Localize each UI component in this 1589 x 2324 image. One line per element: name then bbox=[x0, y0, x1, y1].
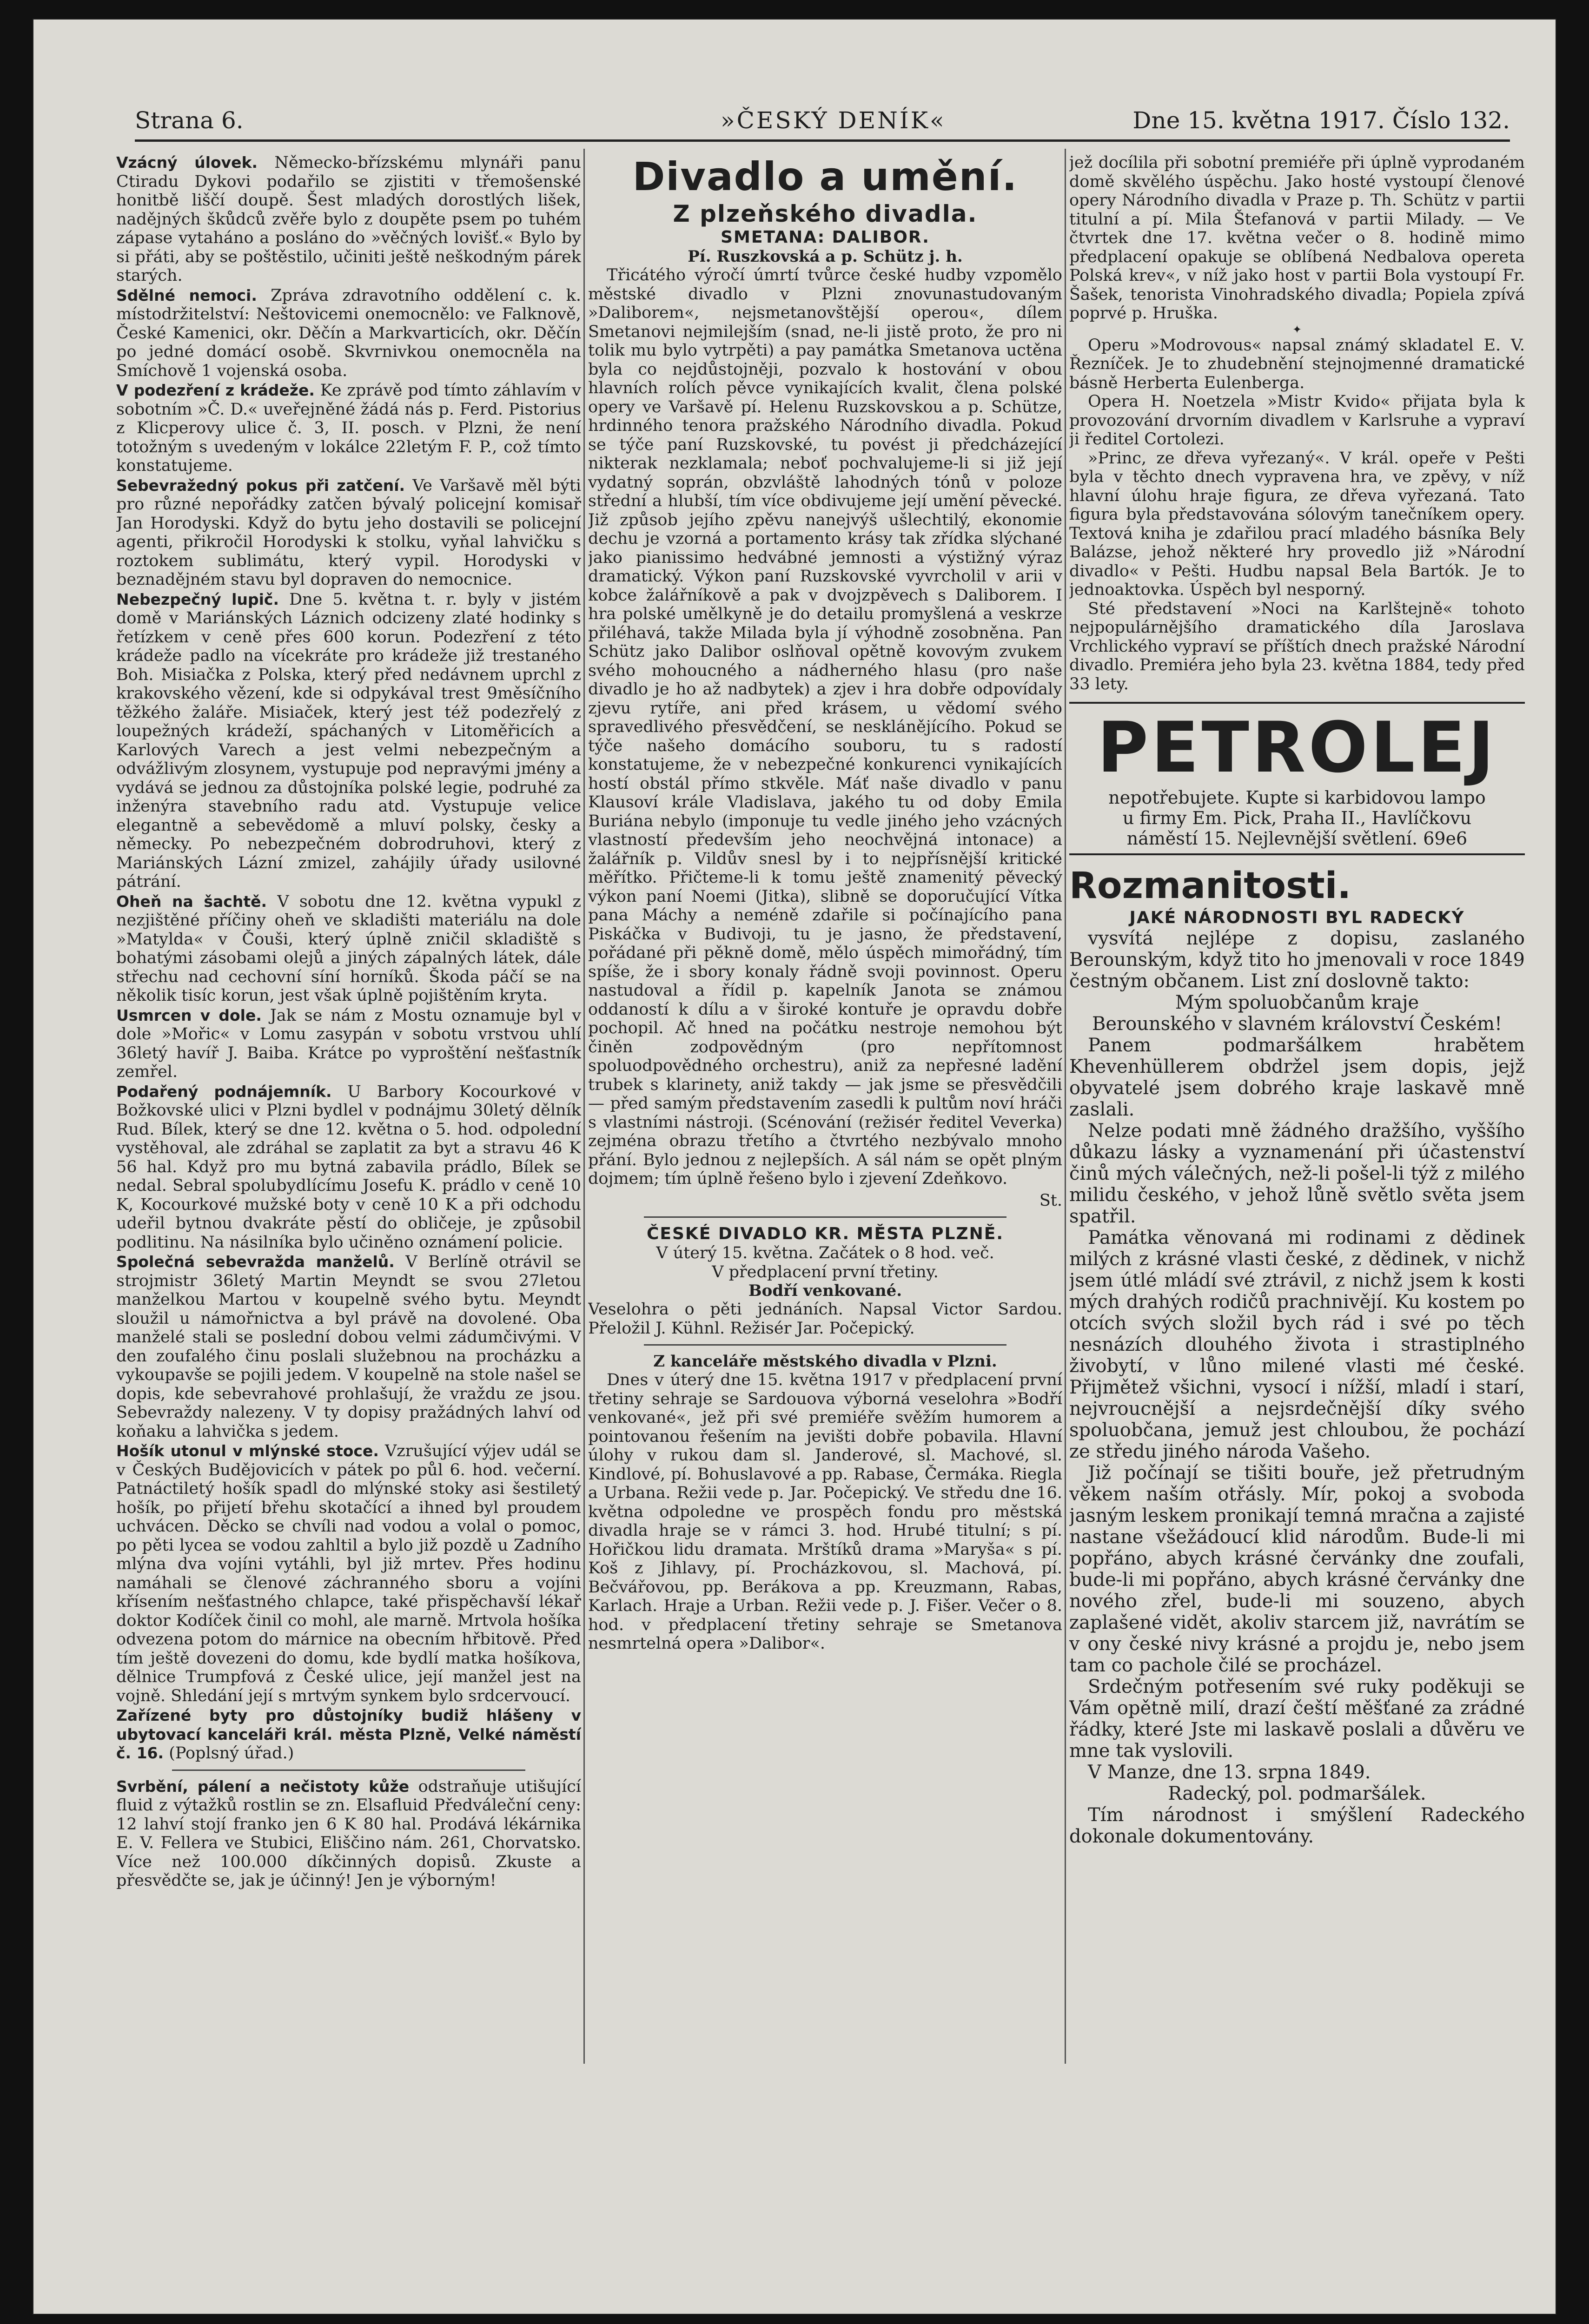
ad-line: u firmy Em. Pick, Praha II., Havlíčkovu bbox=[1122, 808, 1472, 828]
notice-text: (Poplsný úřad.) bbox=[169, 1744, 294, 1763]
office-text: Dnes v úterý dne 15. května 1917 v předplacení první třetiny sehraje se Sardouova výborná veselohra »Bodří venkované«, jež při své premiéře svěžím humorem a pointovanou řešením na jevišti dobře pobavila. Hlavní úlohy v rukou dam sl. Janderové, sl. Machové, sl. Kindlové, pí. Bohuslavové a pp. Rabase, Čermáka. Riegla a Urbana. Režii vede p. Jar. Počepický. Ve středu dne 16. května odpoledne ve prospěch fondu pro městská divadla hraje se v rámci 3. hod. Hrubé titulní; s pí. Hořičkou lidu dramata. Mrštíků drama »Maryša« s pí. Koš z Jihlavy, pí. Procházkovou, sl. Machová, pí. Bečvářovou, pp. Berákova a pp. Kreuzmann, Rabas, Karlach. Hraje a Urban. Režii vede p. J. Fišer. Večer o 8. hod. v předplacení třetiny sehraje se Smetanova nesmrtelná opera »Dalibor«. bbox=[588, 1371, 1062, 1653]
issue-date: Dne 15. května 1917. Číslo 132. bbox=[1132, 107, 1510, 134]
theater-line: V předplacení první třetiny. bbox=[712, 1262, 939, 1281]
theater-line: V úterý 15. května. Začátek o 8 hod. več. bbox=[656, 1244, 994, 1262]
letter-place: V Manze, dne 13. srpna 1849. bbox=[1088, 1762, 1371, 1783]
news-title: Vzácný úlovek. bbox=[116, 153, 258, 172]
separator-line bbox=[172, 1769, 525, 1771]
news-text: Dne 5. května t. r. byly v jistém domě v Mariánských Láznich odcizeny zlaté hodinky s řetízkem v ceně přes 600 korun. Podezření z této krádeže padlo na vícekráte pro krádeže již trestaného Boh. Misiačka z Polska, který před nedávnem uprchl z krakovského vězení, kde si odpykával trest 9měsíčního těžkého žaláře. Misiaček, který jest též podezřelý z loupežných krádeží, spáchaných v Litoměřicích a Karlových Varech a jest velmi nebezpečným a odvážlivým zlosynem, vystupuje pod nepravými jmény a vydává se jednou za důstojníka polské legie, podruhé za inženýra stavebního radu atd. Vystupuje velice elegantně a sebevědomě a mluví polsky, česky a německy. Po nebezpečném dobrodruhovi, který z Mariánských Lázní zmizel, zahájily úřady usilovné pátrání. bbox=[116, 590, 581, 891]
column-divider bbox=[1065, 149, 1066, 2064]
advert-title: Svrbění, pálení a nečistoty kůže bbox=[116, 1777, 410, 1796]
news-title: Podařený podnájemník. bbox=[116, 1082, 332, 1101]
closing-text: Tím národnost i smýšlení Radeckého dokonale dokumentovány. bbox=[1069, 1804, 1525, 1847]
culture-note: Sté představení »Noci na Karlštejně« tohoto nejpopulárnějšího dramatického díla Jaroslava Vrchlického vypraví se příštích dnech pražské Národní divadlo. Premiéra jeho byla 23. května 1884, tedy před 33 lety. bbox=[1069, 599, 1525, 693]
separator-mark: ✦ bbox=[1292, 323, 1302, 336]
news-item bbox=[116, 476, 581, 589]
news-title: Sebevražedný pokus při zatčení. bbox=[116, 476, 405, 495]
newspaper-page bbox=[33, 19, 1556, 2315]
section-subtitle: Z plzeňského divadla. bbox=[673, 200, 978, 227]
letter-paragraph: Srdečným potřesením své ruky poděkuji se Vám opětně milí, drazí čeští měšťané za zrádné řádky, které Jste mi laskavě poslali a důvěru ve mne tak vyslovili. bbox=[1069, 1676, 1525, 1762]
letter-paragraph: Památka věnovaná mi rodinami z dědinek milých z krásné vlasti české, z dědinek, v nichž jsem útlé mládí své ztrávil, z nichž jsem k kosti mých drahých rodičů prachnivějí. Ku kostem po otcích svých složil bych rád i své po těch nesnázích dlouhého života i strastiplného živobytí, v lůno milené vlasti mé české. Přijmětež všichni, vysocí i nížší, mladí i starí, nejvroucnější a nejsrdečnější díky svého spoluobčana, jemuž jest chloubou, že pochází ze středu jiného národa Vašeho. bbox=[1069, 1227, 1525, 1462]
news-text: Zpráva zdravotního oddělení c. k. místodržitelství: Neštovicemi onemocnělo: ve Falknově, České Kamenici, okr. Děčín a Markvarticích, okr. Děčín po jedné domácí osobě. Skvrnivkou onemocněla na Smíchově 1 vojenská osoba. bbox=[116, 286, 581, 380]
news-text: Německo-břízskému mlynáři panu Ctiradu Dykovi podařilo se zjistiti v třemošenské honitbě liščí doupě. Šest mladých dorostlých lišek, nadějných škůdců zvěře bylo z doupěte psem po tuhém zápase vytaháno a posláno do »věčných lovišť.« Bylo by si přáti, aby se poštěstilo, učiniti ještě neškodným párek starých. bbox=[116, 153, 581, 285]
column-divider bbox=[583, 149, 585, 2064]
letter-signature: Radecký, pol. podmaršálek. bbox=[1168, 1783, 1426, 1804]
news-text: V Berlíně otrávil se strojmistr 36letý Martin Meyndt se svou 27letou manželkou Martou v koupelně svého bytu. Meyndt sloužil u námořnictva a byl právě na dovolené. Oba manželé stali se poslední dobou velmi zádumčivými. V den zoufalého činu poslali služebnou na procházku a vykoupavše se pojili jedem. V koupelně na stole našel se dopis, kde sebevrahové prohlašují, že vraždu ze jsou. Sebevraždy nalezeny. V ty dopisy pražádných lahví od koňaku a lahvička s jedem. bbox=[116, 1253, 581, 1441]
newspaper-name: »ČESKÝ DENÍK« bbox=[721, 107, 946, 134]
page-number: Strana 6. bbox=[135, 107, 244, 134]
news-item bbox=[116, 892, 581, 1005]
letter-paragraph: Panem podmaršálkem hrabětem Khevenhüllerem obdržel jsem dopis, jejž obyvatelé jsem dobrého kraje laskavě mně zaslali. bbox=[1069, 1035, 1525, 1120]
ad-line: náměstí 15. Nejlevnější světlení. 69e6 bbox=[1126, 828, 1468, 849]
advert-item bbox=[116, 1777, 581, 1890]
news-item bbox=[116, 286, 581, 381]
news-title: Hošík utonul v mlýnské stoce. bbox=[116, 1442, 379, 1460]
cast-line: Pí. Ruszkovská a p. Schütz j. h. bbox=[688, 247, 963, 266]
theater-play: Bodří venkované. bbox=[748, 1281, 902, 1300]
theater-heading: ČESKÉ DIVADLO KR. MĚSTA PLZNĚ. bbox=[646, 1224, 1004, 1243]
story-intro: vysvítá nejlépe z dopisu, zaslaného Berounským, když tito ho jmenovali v roce 1849 čestným občanem. List zní doslovně takto: bbox=[1069, 928, 1525, 992]
culture-note: Opera H. Noetzela »Mistr Kvido« přijata byla k provozování drvorním divadlem v Karlsruhe a vypraví ji ředitel Cortolezi. bbox=[1069, 392, 1525, 449]
ad-line: nepotřebujete. Kupte si karbidovou lampo bbox=[1108, 787, 1486, 808]
news-item bbox=[116, 381, 581, 475]
news-title: Nebezpečný lupič. bbox=[116, 590, 279, 608]
page-header bbox=[135, 88, 1510, 142]
petrolej-advertisement bbox=[1069, 702, 1525, 855]
news-text: Ve Varšavě měl býti pro různé nepořádky zatčen bývalý policejní komisař Jan Horodyski. Když do bytu jeho dostavili se policejní agenti, přikročil Horodyski k stolku, vyňal lahvičku s roztokem sublimátu, který vypil. Horodyski v beznadějném stavu byl dopraven do nemocnice. bbox=[116, 476, 581, 589]
news-item bbox=[116, 590, 581, 891]
letter-paragraph: Nelze podati mně žádného dražšího, vyššího důkazu lásky a vyznamenání při účastenství činů mých válečných, než-li pošel-li týž z milého milidu českého, v jehož lůně světlo světa jsem spatřil. bbox=[1069, 1120, 1525, 1227]
news-title: Sdělné nemoci. bbox=[116, 286, 257, 304]
news-column bbox=[116, 153, 581, 2068]
advert-text: odstraňuje utišující fluid z výtažků rostlin se zn. Elsafluid Předváleční ceny: 12 lahví stojí franko jen 6 K 80 hal. Prodává lékárnika E. V. Fellera ve Stubici, Eliščino nám. 261, Chorvatsko. Více než 100.000 díkčinných dopisů. Zkuste a přesvědčte se, jak je účinný! Jen je výborným! bbox=[116, 1777, 581, 1890]
culture-column bbox=[1069, 153, 1525, 2082]
news-item bbox=[116, 1083, 581, 1252]
news-text: Vzrušující výjev udál se v Českých Budějovicích v pátek po půl 6. hod. večerní. Patnáctiletý hošík spadl do mlýnské stoky asi šestiletý hošík, po přijetí břehu skotačící a ihned byl proudem uchvácen. Děcko se chvíli nad vodou a volal o pomoc, po pěti lycea se vodou zahltil a bylo již pozdě u Zadního mlýna dva vojíni vytáhli, byl již mrtev. Přes hodinu namáhali se členové záchranného sboru a vojíni křísením nešťastného chlapce, také přispěchavší lékař doktor Kodíček činil co mohl, ale marně. Mrtvola hošíka odvezena potom do márnice na obecním hřbitově. Před tím ještě dovezeni do domu, kde bydlí matka hošíkova, dělnice Trumpfová z České ulice, její manžel jest na vojně. Shledání její s mrtvým synkem bylo srdcervoucí. bbox=[116, 1442, 581, 1705]
news-text: U Barbory Kocourkové v Božkovské ulici v Plzni bydlel v podnájmu 30letý dělník Rud. Bílek, který se dne 12. května o 5. hod. odpolední vystěhoval, ale zdráhal se zaplatit za byt a stravu 46 K 56 hal. Když pro mu bytná zabavila prádlo, Bílek se nedal. Sebral spolubydlícímu Josefu K. prádlo v ceně 10 K, Kocourkové mužské boty v ceně 10 K a při odchodu udeřil bytnou dvakráte pěstí do obličeje, je způsobil podlitinu. Na násilníka bylo učiněno oznámení policie. bbox=[116, 1082, 581, 1252]
letter-paragraph: Již počínají se tišiti bouře, jež přetrudným věkem naším otřásly. Mír, pokoj a svoboda jasným leskem pronikají temná mračna a zajisté nastane všežádoucí klid národům. Bude-li mi popřáno, abych krásné červánky dne zoufali, bude-li mi popřáno, abych krásné červánky dne nového zřel, bude-li mi souzeno, abych zaplašené vidět, akoliv starcem již, navrátím se v ony české nivy krásné a projdu je, nebo jsem tam co pachole čilé se procházel. bbox=[1069, 1462, 1525, 1676]
culture-note: Operu »Modrovous« napsal známý skladatel E. V. Řezníček. Je to zhudebnění stejnojmenné dramatické básně Herberta Eulenberga. bbox=[1069, 336, 1525, 392]
letter-salutation: Mým spoluobčanům kraje bbox=[1175, 992, 1419, 1013]
section-title: Rozmanitosti. bbox=[1069, 865, 1351, 907]
news-title: Společná sebevražda manželů. bbox=[116, 1253, 395, 1271]
office-heading: Z kanceláře městského divadla v Plzni. bbox=[653, 1352, 997, 1371]
news-text: Jak se nám z Mostu oznamuje byl v dole »Mořic« v Lomu zasypán v sobotu vrstvou uhlí 36letý havíř J. Baiba. Krátce po vyproštění nešťastník zemřel. bbox=[116, 1006, 581, 1081]
notice-title: Zařízené byty pro důstojníky budiž hlášeny v ubytovací kanceláři král. města Plzně, Velké náměstí č. 16. bbox=[116, 1706, 581, 1762]
ad-title: PETROLEJ bbox=[1097, 707, 1497, 788]
news-title: Oheň na šachtě. bbox=[116, 892, 267, 911]
play-title: SMETANA: DALIBOR. bbox=[721, 228, 930, 247]
separator-line bbox=[644, 1216, 1006, 1218]
news-title: Usmrcen v dole. bbox=[116, 1006, 262, 1024]
culture-note: »Princ, ze dřeva vyřezaný«. V král. opeře v Pešti byla v těchto dnech vypravena hra, ve zpěvy, v níž hlavní úlohu hraje figura, ze dřeva vyřezaná. Tato figura byla představována sólovým tanečníkem opery. Textová kniha je zdařilou prací mladého básníka Bely Balázse, jehož některé hry provedlo již »Národní divadlo« v Pešti. Hudbu napsal Bela Bartók. Je to jednoaktovka. Úspěch byl nesporný. bbox=[1069, 449, 1525, 599]
theater-column bbox=[588, 153, 1062, 2073]
review-text: Třicátého výročí úmrtí tvůrce české hudby vzpomělo městské divadlo v Plzni znovunastudovaným »Daliborem«, nejsmetanovštější operou«, dílem Smetanovi nejmilejším (snad, ne-li jistě proto, že pro ni tolik mu bylo vytrpěti) a pay památka Smetanova uctěna byla co nejdůstojněji, pozvalo k hostování v obou hlavních rolích pěvce vynikajících kvalit, člena polské opery ve Varšavě pí. Helenu Ruzskovskou a p. Schütze, hrdinného tenora pražského Národního divadla. Pokud se týče paní Ruzskovské, tu povést ji předcházející nikterak nezklamala; neboť pochvalujeme-li si již její vydatný soprán, obzvláště lahodných tónů v poloze střední a hlubší, tím více obdivujeme její umění pěvecké. Již způsob jejího zpěvu nanejvýš ušlechtilý, ekonomie dechu je vzorná a portamento krásy tak zřídka slýchané jako pianissimo hedvábné jemnosti a výstižný výraz dramatický. Výkon paní Ruzskovské vyvrcholil v arii v kobce žalářníkově a pak v dvojzpěvech s Daliborem. I hra polské umělkyně je do detailu promyšlená a veskrze přiléhavá, takže Milada byla jí výhodně zosobněna. Pan Schütz jako Dalibor oslňoval opětně kovovým zvukem svého mohoucného a nádherného hlasu (pro naše divadlo je ho až nadbytek) a zjev i hra dobře odpovídaly zjevu rytíře, ani před krásem, u vědomí svého spravedlivého přesvědčení, se nesklánějícího. Pokud se týče našeho domácího souboru, tu s radostí konstatujeme, že v nebezpečné konkurenci vynikajících hostí obstál přímo stkvěle. Máť naše divadlo v panu Klausoví krále Vladislava, jakého tu od doby Emila Buriána nebylo (imponuje tu vedle jiného jeho vzácných vlastností především jeho neochvějná intonace) a žalářník p. Vildův snesl by i to nejpřísnější kritické měřítko. Přičteme-li k tomu ještě znamenitý pěvecký výkon paní Noemi (Jitka), slibně se doporučující Vítka pana Máchy a neméně zdařile si počínajícího pana Piskáčka v Budivoji, tu je jasno, že představení, pořádané při pěkně domě, mělo úspěch mimořádný, tím spíše, že i sbory konaly řádně svoji povinnost. Operu nastudoval a řídil p. kapelník Janota se známou oddaností k dílu a v široké kontuře je opravdu dobře pochopil. Ač hned na počátku nestroje nemohou být činěn zodpovědným (pro nepřítomnost spoluodpovědného orchestru), aniž za nepřesné ladění trubek s klarinety, aniž takdy — jak jsme se přesvědčili — před samým představením zasedli k pultům noví hráči s vlastními nástroji. (Scénování (režisér ředitel Veverka) zejména obrazu třetího a čtvrtého nezbývalo mnoho přání. Bylo jednou z nejlepších. A sál nám se opět plným dojmem; tím úplně řešeno bylo i zjevení Zdeňkovo. bbox=[588, 266, 1062, 1188]
theater-description: Veselohra o pěti jednáních. Napsal Victor Sardou. Přeložil J. Kühnl. Režisér Jar. Počepický. bbox=[588, 1300, 1062, 1338]
letter-salutation: Berounského v slavném království Českém! bbox=[1092, 1013, 1503, 1035]
news-item bbox=[116, 153, 581, 285]
news-text: V sobotu dne 12. května vypukl z nezjištěné příčiny oheň ve skladišti materiálu na dole »Matylda« v Čouši, který úplně zničil skladiště s bohatými zásobami olejů a jiných zápalných látek, dále střechu nad cechovní síní horníků. Škoda páčí se na několik tisíc korun, jest však úplně pojištěním kryta. bbox=[116, 892, 581, 1005]
separator-line bbox=[644, 1344, 1006, 1346]
news-title: V podezření z krádeže. bbox=[116, 381, 315, 399]
news-item bbox=[116, 1253, 581, 1441]
news-item bbox=[116, 1442, 581, 1705]
story-title: JAKÉ NÁRODNOSTI BYL RADECKÝ bbox=[1129, 908, 1465, 927]
news-text: Ke zprávě pod tímto záhlavím v sobotním »Č. D.« uveřejněné žádá nás p. Ferd. Pistorius z Klicperovy ulice č. 3, II. posch. v Plzni, že není totožným s uvedeným v lokálce 22letým F. P., což tímto konstatujeme. bbox=[116, 381, 581, 475]
section-title: Divadlo a umění. bbox=[632, 154, 1018, 199]
review-signature: St. bbox=[1039, 1191, 1062, 1210]
continued-text: jež docílila při sobotní premiéře při úplně vyprodaném domě skvělého úspěchu. Jako hosté vystoupí členové opery Národního divadla v Praze p. Th. Schütz v partii titulní a pí. Mila Štefanová v partii Milady. — Ve čtvrtek dne 17. května večer o 8. hodině mimo předplacení opakuje se oblíbená Nedbalova opereta Polská krev«, v níž jako host v partii Bola vystoupí Fr. Šašek, tenorista Vinohradského divadla; Popiela zpívá poprvé p. Hruška. bbox=[1069, 153, 1525, 323]
news-item bbox=[116, 1006, 581, 1082]
notice-item bbox=[116, 1706, 581, 1763]
